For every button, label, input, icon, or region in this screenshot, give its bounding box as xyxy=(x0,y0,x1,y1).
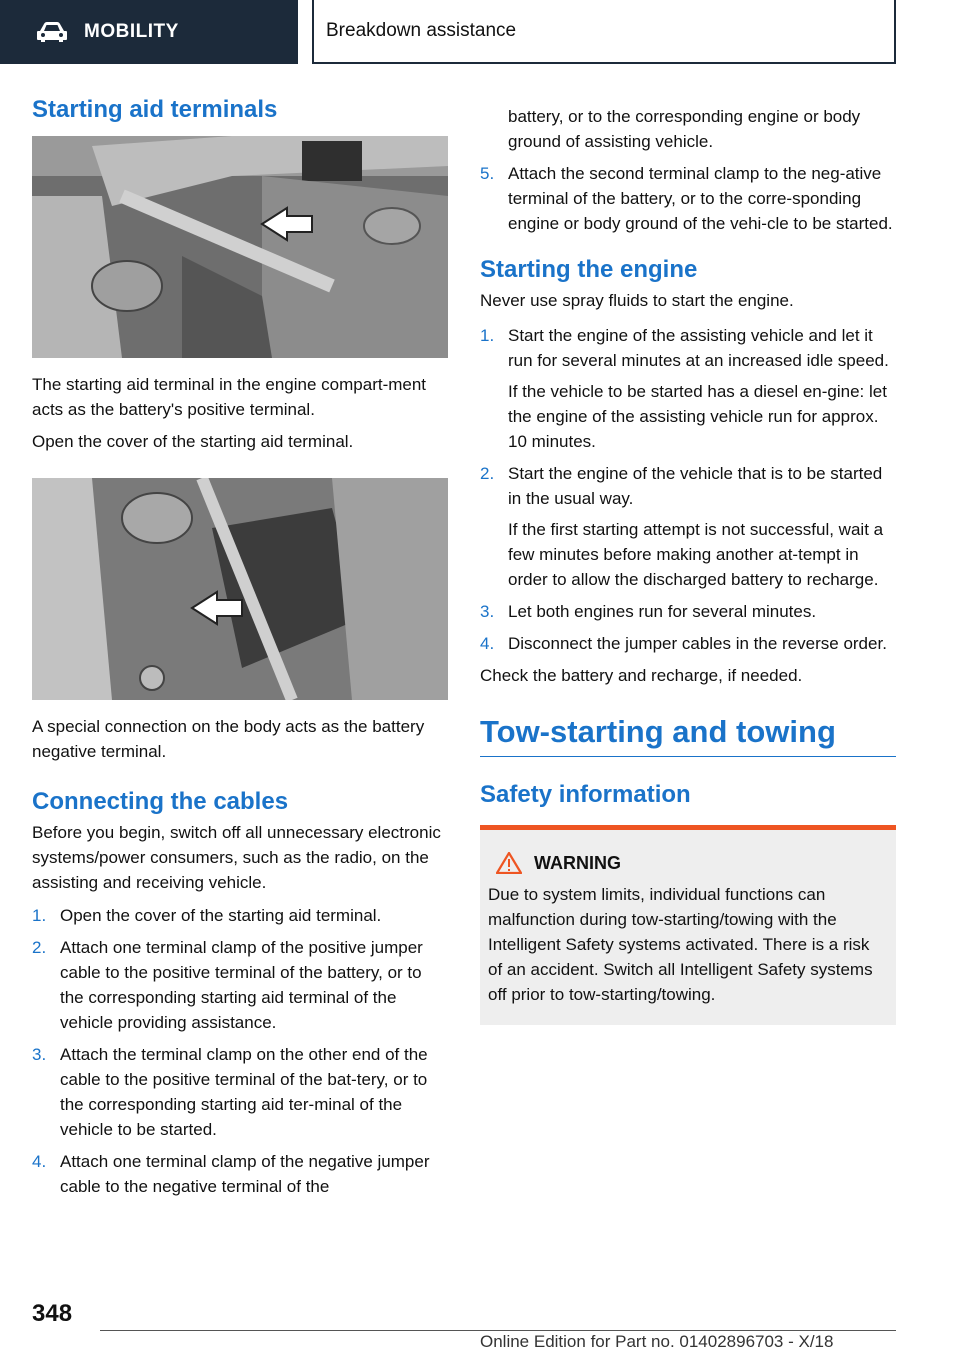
list-item: 5. Attach the second terminal clamp to the neg-ative terminal of the battery, or to the corre-sponding engine or body ground of the vehi-cle to be started. xyxy=(480,164,893,233)
list-item: 3. Attach the terminal clamp on the other end of the cable to the positive terminal of the bat-tery, or to the corresponding starting aid ter-minal of the vehicle to be started. xyxy=(32,1045,428,1139)
paragraph-spray-fluids: Never use spray fluids to start the engine. xyxy=(480,291,794,310)
connect-steps-list xyxy=(32,903,448,1199)
chapter-title: Breakdown assistance xyxy=(326,20,517,41)
page-number: 348 xyxy=(32,1300,73,1327)
list-item: 3. Let both engines run for several minutes. xyxy=(480,602,817,621)
engine-figure-negative-terminal xyxy=(32,478,448,700)
paragraph-before-begin: Before you begin, switch off all unnecessary electronic systems/power consumers, such as the radio, on the assisting and receiving vehicle. xyxy=(32,823,441,892)
list-item: 2. Attach one terminal clamp of the positive jumper cable to the positive terminal of the battery, or to the corresponding starting aid terminal of the vehicle providing assistance. xyxy=(32,938,423,1032)
section-tab xyxy=(0,0,298,64)
left-column xyxy=(32,96,448,1206)
connect-steps-list-continued xyxy=(480,161,896,236)
list-item: 2. Start the engine of the vehicle that is to be started in the usual way. If the first starting attempt is not successful, wait a few minutes before making another at-tempt in order to allow the discharged battery to recharge. xyxy=(480,464,884,589)
list-item: 1. Open the cover of the starting aid terminal. xyxy=(32,906,382,925)
page-header xyxy=(0,0,960,66)
heading-connecting-cables: Connecting the cables xyxy=(32,788,289,815)
list-item: 1. Start the engine of the assisting vehicle and let it run for several minutes at an increased idle speed. If the vehicle to be started has a diesel en-gine: let the engine of the assisting vehicle run for approx. 10 minutes. xyxy=(480,326,889,451)
paragraph-open-cover: Open the cover of the starting aid terminal. xyxy=(32,432,354,451)
list-item: 4. Disconnect the jumper cables in the reverse order. xyxy=(480,634,887,653)
list-item: 4. Attach one terminal clamp of the negative jumper cable to the negative terminal of the xyxy=(32,1152,430,1196)
paragraph-positive-terminal: The starting aid terminal in the engine compart-ment acts as the battery's positive terminal. xyxy=(32,375,427,419)
paragraph-negative-terminal: A special connection on the body acts as the battery negative terminal. xyxy=(32,717,425,761)
step4-continued: battery, or to the corresponding engine or body ground of assisting vehicle. xyxy=(508,107,861,151)
heading-starting-engine: Starting the engine xyxy=(480,256,698,283)
heading-tow-starting: Tow-starting and towing xyxy=(480,714,896,757)
warning-text: Due to system limits, individual functions can malfunction during tow-starting/towing with the Intelligent Safety systems activated. There is a risk of an accident. Switch all Intelligent Safety systems off prior to tow-starting/towing. xyxy=(488,885,873,1004)
paragraph-check-battery: Check the battery and recharge, if needed. xyxy=(480,666,803,685)
warning-title: WARNING xyxy=(488,852,888,874)
body-ground-illustration xyxy=(32,478,448,700)
car-icon xyxy=(36,21,68,43)
heading-starting-aid-terminals: Starting aid terminals xyxy=(32,96,278,123)
warning-triangle-icon xyxy=(496,852,522,874)
engine-bay-illustration xyxy=(32,136,448,358)
chapter-tab xyxy=(312,0,896,64)
footer-divider xyxy=(100,1330,896,1331)
heading-safety-information: Safety information xyxy=(480,781,691,808)
section-title: MOBILITY xyxy=(84,21,179,42)
warning-box xyxy=(480,825,896,1025)
start-steps-list xyxy=(480,323,896,656)
right-column xyxy=(480,104,896,1025)
edition-text: Online Edition for Part no. 01402896703 - X/18 xyxy=(480,1332,834,1351)
engine-figure-positive-terminal xyxy=(32,136,448,358)
